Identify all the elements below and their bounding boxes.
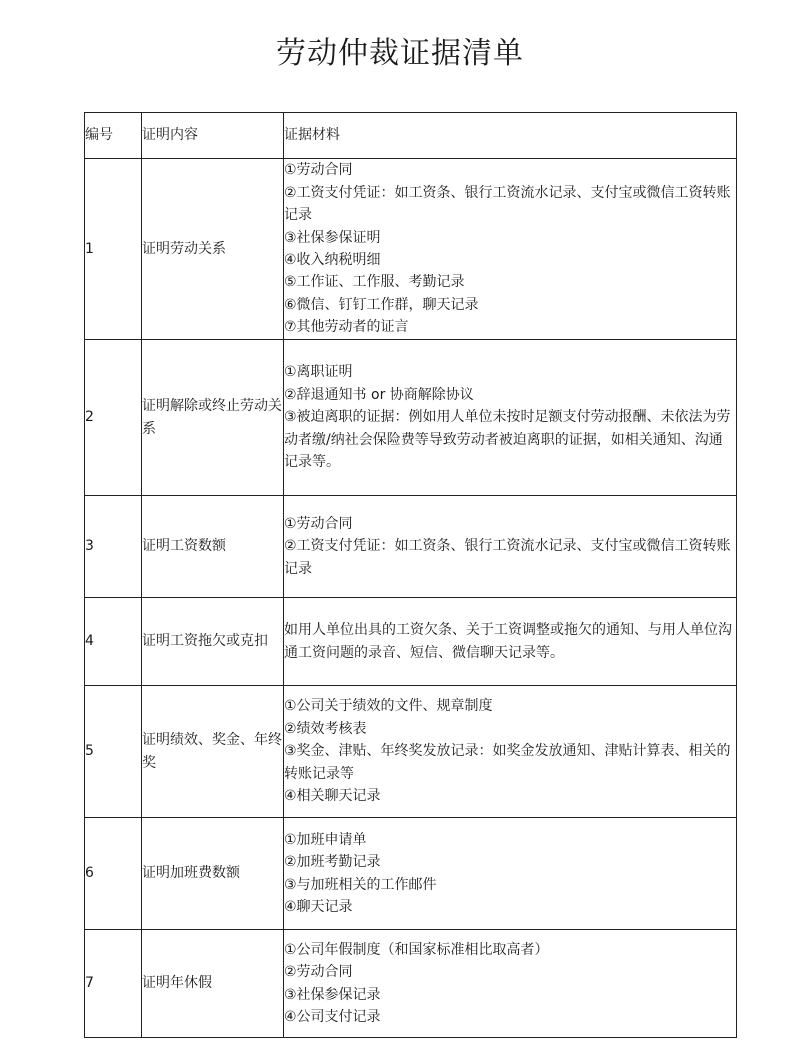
evidence-table: [84, 112, 737, 1038]
row-number: 7: [85, 930, 142, 1038]
row-content: 证明加班费数额: [142, 818, 284, 930]
row-materials: [284, 686, 737, 818]
material-item: ①劳动合同: [284, 162, 353, 179]
material-item: 如用人单位出具的工资欠条、关于工资调整或拖欠的通知、与用人单位沟通工资问题的录音、短信、微信聊天记录等。: [284, 622, 732, 661]
row-materials: [284, 340, 737, 496]
material-item: ⑦其他劳动者的证言: [284, 319, 409, 336]
row-content: 证明工资拖欠或克扣: [142, 598, 284, 686]
material-item: ③与加班相关的工作邮件: [284, 876, 437, 893]
material-item: ②工资支付凭证：如工资条、银行工资流水记录、支付宝或微信工资转账记录: [284, 184, 731, 224]
table-row: [85, 340, 737, 496]
row-number: 6: [85, 818, 142, 930]
material-item: ①加班申请单: [284, 831, 367, 848]
material-item: ④聊天记录: [284, 898, 353, 915]
row-number: 5: [85, 686, 142, 818]
row-materials: [284, 159, 737, 340]
material-item: ①劳动合同: [284, 515, 353, 532]
table-header-row: [85, 113, 737, 159]
material-item: ②绩效考核表: [284, 720, 367, 737]
row-number: 2: [85, 340, 142, 496]
table-row: [85, 818, 737, 930]
table-row: [85, 598, 737, 686]
row-number: 3: [85, 496, 142, 598]
row-content: 证明劳动关系: [142, 159, 284, 340]
header-content: 证明内容: [142, 113, 284, 159]
material-item: ③被迫离职的证据：例如用人单位未按时足额支付劳动报酬、未依法为劳动者缴/纳社会保险费等导致劳动者被迫离职的证据，如相关通知、沟通记录等。: [284, 409, 731, 471]
row-materials: [284, 496, 737, 598]
material-item: ⑥微信、钉钉工作群，聊天记录: [284, 296, 479, 313]
row-content: 证明绩效、奖金、年终奖: [142, 686, 284, 818]
material-item: ①公司年假制度（和国家标准相比取高者）: [284, 941, 549, 958]
row-materials: [284, 930, 737, 1038]
material-item: ①公司关于绩效的文件、规章制度: [284, 698, 493, 715]
material-item: ③社保参保记录: [284, 986, 381, 1003]
table-row: [85, 930, 737, 1038]
table-row: [85, 686, 737, 818]
material-item: ④收入纳税明细: [284, 252, 381, 268]
table-row: [85, 496, 737, 598]
header-materials: 证据材料: [284, 113, 737, 159]
material-item: ③奖金、津贴、年终奖发放记录：如奖金发放通知、津贴计算表、相关的转账记录等: [284, 743, 731, 782]
material-item: ⑤工作证、工作服、考勤记录: [284, 274, 465, 291]
row-content: 证明解除或终止劳动关系: [142, 340, 284, 496]
material-item: ②工资支付凭证：如工资条、银行工资流水记录、支付宝或微信工资转账记录: [284, 538, 731, 577]
page-title: 劳动仲裁证据清单: [276, 36, 524, 71]
material-item: ①离职证明: [284, 364, 353, 381]
header-number: 编号: [85, 113, 142, 159]
row-number: 4: [85, 598, 142, 686]
material-item: ②劳动合同: [284, 964, 353, 981]
row-number: 1: [85, 159, 142, 340]
material-item: ②加班考勤记录: [284, 854, 381, 871]
row-materials: [284, 818, 737, 930]
material-item: ③社保参保证明: [284, 229, 381, 246]
table-row: [85, 159, 737, 340]
material-item: ②辞退通知书 or 协商解除协议: [284, 386, 474, 403]
row-content: 证明年休假: [142, 930, 284, 1038]
row-content: 证明工资数额: [142, 496, 284, 598]
row-materials: [284, 598, 737, 686]
material-item: ④公司支付记录: [284, 1008, 381, 1025]
material-item: ④相关聊天记录: [284, 788, 381, 805]
